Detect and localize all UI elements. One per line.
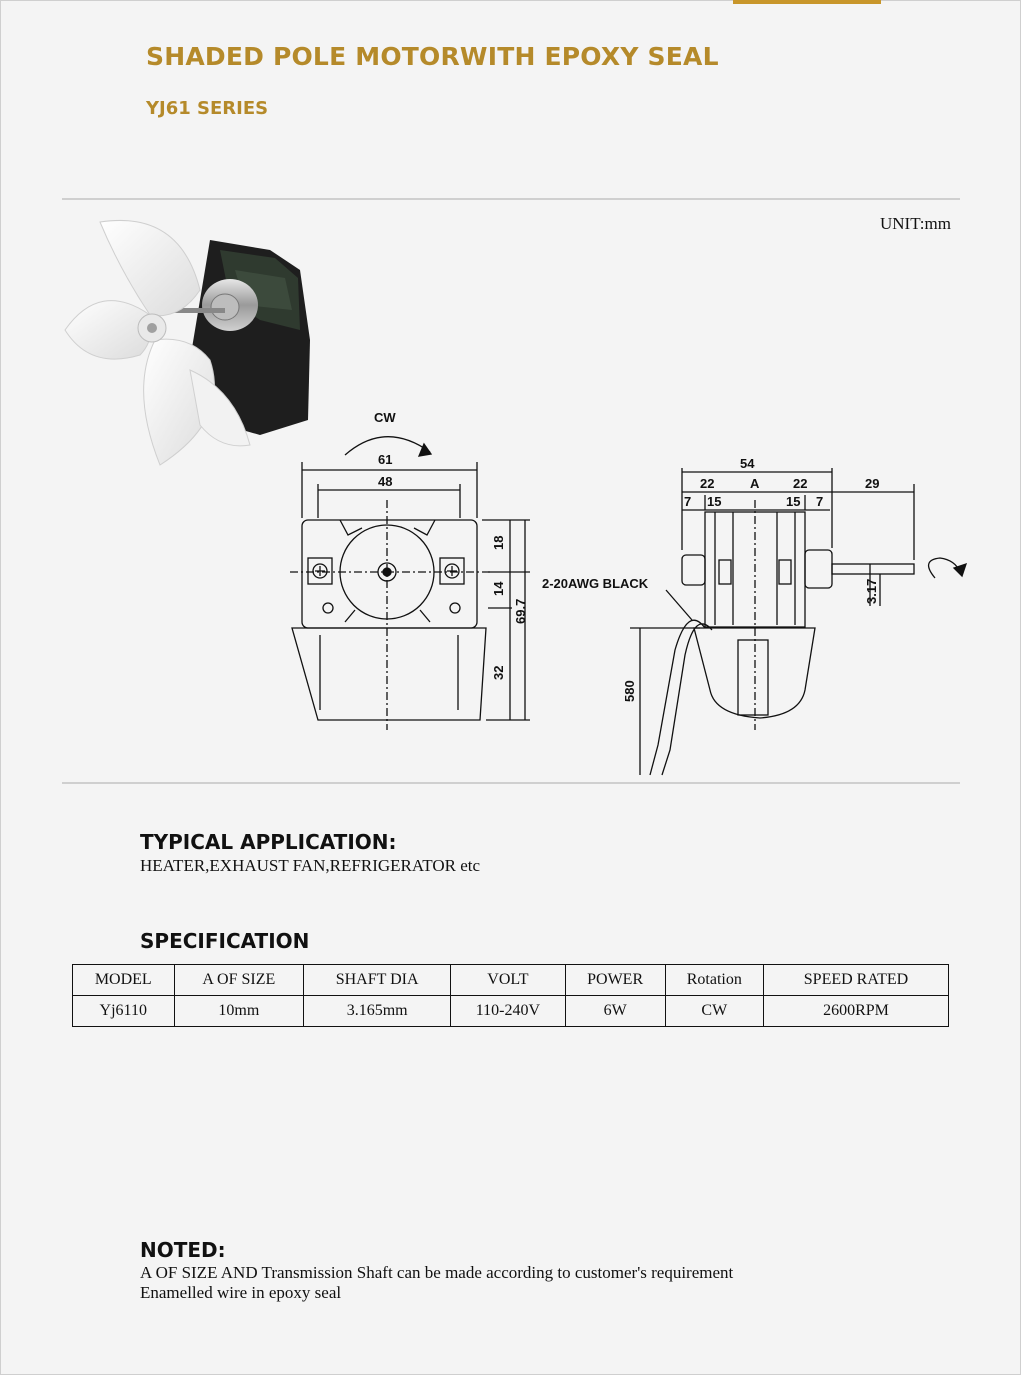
dim-69-7: 69.7: [513, 598, 528, 624]
cell-shaft-dia: 3.165mm: [304, 996, 451, 1027]
cell-a-of-size: 10mm: [174, 996, 304, 1027]
application-heading: TYPICAL APPLICATION:: [140, 830, 397, 854]
header-cell: SPEED RATED: [764, 965, 949, 996]
accent-bar: [733, 0, 881, 4]
page-title: SHADED POLE MOTORWITH EPOXY SEAL: [146, 42, 719, 71]
dim-3-17: 3.17: [864, 578, 879, 604]
dim-14: 14: [491, 581, 506, 596]
cell-rotation: CW: [665, 996, 763, 1027]
header-cell: Rotation: [665, 965, 763, 996]
dim-61: 61: [378, 452, 393, 467]
application-text: HEATER,EXHAUST FAN,REFRIGERATOR etc: [140, 856, 481, 875]
dim-7-left: 7: [684, 494, 692, 509]
dim-22-right: 22: [793, 476, 808, 491]
label-cw: CW: [374, 410, 396, 425]
unit-label: UNIT:mm: [880, 214, 951, 233]
specification-table: [72, 964, 949, 1027]
divider-bottom: [62, 782, 960, 784]
header-cell: MODEL: [73, 965, 175, 996]
dim-54: 54: [740, 456, 755, 471]
dim-15-left: 15: [707, 494, 722, 509]
notes-heading: NOTED:: [140, 1238, 226, 1262]
dim-32: 32: [491, 665, 506, 680]
cell-model: Yj6110: [73, 996, 175, 1027]
dim-7-right: 7: [816, 494, 824, 509]
header-cell: A OF SIZE: [174, 965, 304, 996]
wire-label: 2-20AWG BLACK: [542, 576, 649, 591]
header-cell: SHAFT DIA: [304, 965, 451, 996]
cell-volt: 110-240V: [451, 996, 566, 1027]
dim-a: A: [750, 476, 760, 491]
dim-48: 48: [378, 474, 393, 489]
dim-22-left: 22: [700, 476, 715, 491]
cell-speed-rated: 2600RPM: [764, 996, 949, 1027]
dim-18: 18: [491, 535, 506, 550]
specification-heading: SPECIFICATION: [140, 929, 310, 953]
series-subtitle: YJ61 SERIES: [146, 98, 269, 119]
header-cell: VOLT: [451, 965, 566, 996]
table-header-row: [73, 965, 949, 996]
table-row: [73, 996, 949, 1027]
dim-29: 29: [865, 476, 880, 491]
dim-15-right: 15: [786, 494, 801, 509]
notes-line-1: A OF SIZE AND Transmission Shaft can be made according to customer's requirement: [140, 1263, 734, 1282]
header-cell: POWER: [565, 965, 665, 996]
cell-power: 6W: [565, 996, 665, 1027]
notes-line-2: Enamelled wire in epoxy seal: [140, 1283, 342, 1302]
technical-drawing: [290, 400, 980, 785]
dim-580: 580: [622, 680, 637, 702]
divider-top: [62, 198, 960, 200]
